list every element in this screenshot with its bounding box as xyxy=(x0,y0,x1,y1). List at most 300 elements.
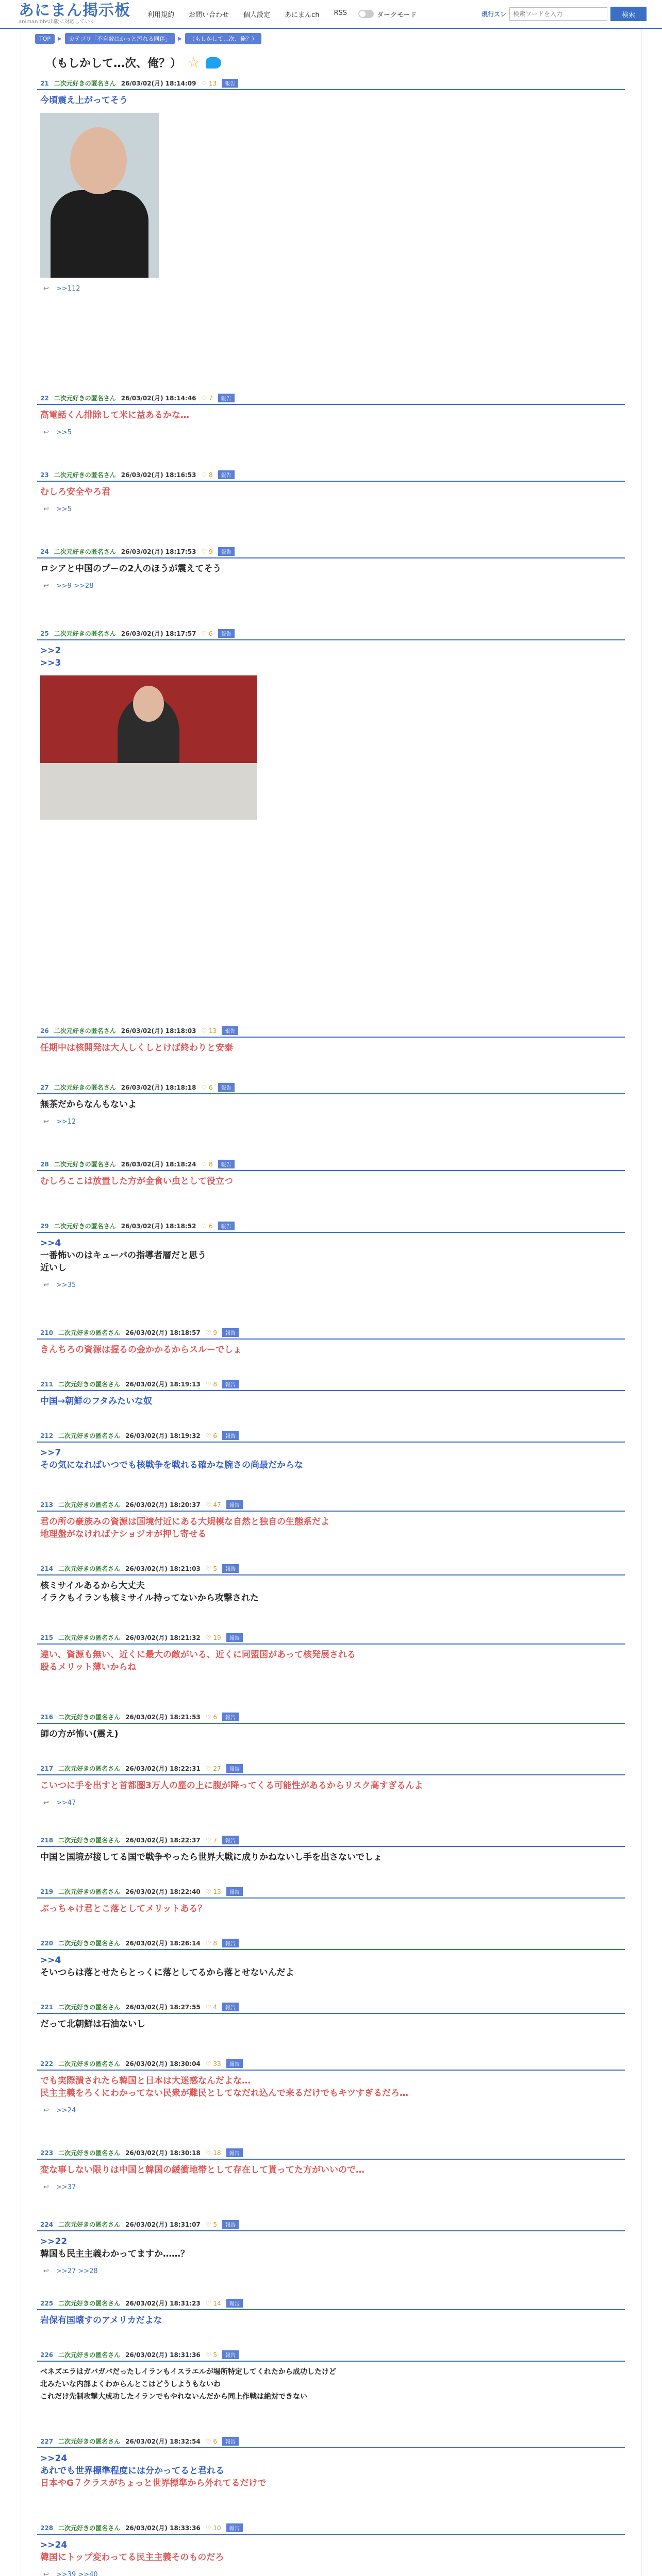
post-body xyxy=(37,1094,625,1111)
good-count: 8 xyxy=(209,1160,213,1168)
good-count: 6 xyxy=(213,1432,218,1439)
post-author: 二次元好きの匿名さん xyxy=(58,2221,121,2228)
good-count: 4 xyxy=(213,2003,218,2011)
post-number[interactable]: 26 xyxy=(40,1027,49,1035)
reply-links[interactable]: >>39 >>40 xyxy=(56,2571,98,2576)
good-count: 14 xyxy=(213,2299,221,2307)
good-count: 10 xyxy=(213,2524,221,2532)
post-author: 二次元好きの匿名さん xyxy=(54,1161,116,1168)
breadcrumb-thread[interactable]: （もしかして…次、俺？） xyxy=(185,33,261,44)
post-number[interactable]: 217 xyxy=(40,1765,54,1772)
post-date: 26/03/02(月) 18:22:37 xyxy=(125,1837,201,1844)
report-button[interactable]: 報告 xyxy=(226,2523,243,2532)
post-footer xyxy=(37,1274,625,1289)
report-button[interactable]: 報告 xyxy=(222,2437,239,2446)
post-footer xyxy=(37,278,625,293)
post-body xyxy=(37,1171,625,1188)
breadcrumb xyxy=(35,33,662,44)
good-icon[interactable]: ♡ 18 xyxy=(205,2149,221,2157)
post xyxy=(37,1023,625,1054)
reply-icon[interactable]: ↩ xyxy=(43,582,49,590)
report-button[interactable]: 報告 xyxy=(222,1026,238,1035)
post-number[interactable]: 224 xyxy=(40,2221,54,2228)
post-number[interactable]: 23 xyxy=(40,471,49,479)
good-icon[interactable]: ♡ 19 xyxy=(205,1634,221,1641)
reply-links[interactable]: >>12 xyxy=(56,1118,76,1126)
good-icon[interactable]: ♡ 13 xyxy=(201,79,217,87)
post-number[interactable]: 222 xyxy=(40,2060,54,2067)
favorite-star-icon[interactable]: ☆ xyxy=(188,55,200,71)
post-author: 二次元好きの匿名さん xyxy=(54,395,116,402)
reply-icon[interactable]: ↩ xyxy=(43,1281,49,1289)
post-author: 二次元好きの匿名さん xyxy=(54,1223,116,1230)
good-icon[interactable]: ♡ 9 xyxy=(201,548,213,555)
post xyxy=(37,1157,625,1188)
right-rule xyxy=(641,29,642,2576)
search-bar xyxy=(482,7,647,21)
twitter-share-icon[interactable] xyxy=(206,57,221,69)
reply-icon[interactable]: ↩ xyxy=(43,2107,49,2114)
nav-rss[interactable]: RSS xyxy=(334,9,347,17)
nav-contact[interactable]: お問い合わせ xyxy=(189,11,229,19)
post-text: 核ミサイルあるから大丈夫 xyxy=(40,1581,145,1591)
post-author: 二次元好きの匿名さん xyxy=(58,2060,121,2067)
post xyxy=(37,626,625,820)
post-author: 二次元好きの匿名さん xyxy=(58,1381,121,1388)
post-header xyxy=(37,1884,625,1899)
good-icon[interactable]: ♡ 6 xyxy=(205,2437,218,2445)
post-footer xyxy=(37,2099,625,2114)
nav-terms[interactable]: 利用規約 xyxy=(147,11,175,19)
post-author: 二次元好きの匿名さん xyxy=(58,1565,121,1572)
reply-icon[interactable]: ↩ xyxy=(43,505,49,513)
good-icon[interactable]: ♡ 5 xyxy=(205,2351,218,2359)
report-button[interactable]: 報告 xyxy=(222,2220,239,2229)
reply-icon[interactable]: ↩ xyxy=(43,2571,49,2576)
post-header xyxy=(37,626,625,640)
dark-mode-label: ダークモード xyxy=(376,11,417,19)
good-icon[interactable]: ♡ 13 xyxy=(205,1888,221,1895)
reply-links[interactable]: >>27 >>28 xyxy=(56,2267,98,2275)
report-button[interactable]: 報告 xyxy=(226,2148,243,2157)
post-date: 26/03/02(月) 18:26:14 xyxy=(125,1940,201,1947)
good-icon[interactable]: ♡ 6 xyxy=(201,1083,213,1091)
post-number[interactable]: 228 xyxy=(40,2524,54,2532)
thread-header xyxy=(45,55,662,71)
post-author: 二次元好きの匿名さん xyxy=(58,2004,121,2011)
post-text: 北みたいな内部よくわからんとこはどうしようもないわ xyxy=(40,2380,221,2388)
post-footer xyxy=(37,1792,625,1807)
good-count: 13 xyxy=(209,79,217,87)
post xyxy=(37,2296,625,2327)
post-text: 中国→朝鮮のフタみたいな奴 xyxy=(40,1396,153,1406)
good-icon[interactable]: ♡ 5 xyxy=(205,2221,218,2228)
post-body xyxy=(37,405,625,421)
post-number[interactable]: 21 xyxy=(40,79,49,87)
post-header xyxy=(37,1428,625,1443)
reply-links[interactable]: >>5 xyxy=(56,429,72,436)
post-date: 26/03/02(月) 18:22:40 xyxy=(125,1888,201,1895)
post-text: 任期中は核開発は大人しくしとけば終わりと安泰 xyxy=(40,1043,233,1053)
good-count: 7 xyxy=(209,394,213,402)
good-count: 9 xyxy=(209,548,213,555)
post-date: 26/03/02(月) 18:30:18 xyxy=(125,2149,201,2157)
post-text: そいつらは落とせたらとっくに落としてるから落とせないんだよ xyxy=(40,1968,294,1978)
logo-subtitle: animan bbs出版に対応していく xyxy=(19,19,95,25)
good-count: 9 xyxy=(213,1329,218,1336)
post-date: 26/03/02(月) 18:22:31 xyxy=(125,1765,201,1772)
post-text: これだけ先制攻撃大成功したイランでもやれないんだから同上作戦は絶対できない xyxy=(40,2393,307,2401)
nav-settings[interactable]: 個人設定 xyxy=(243,11,271,19)
post-header xyxy=(37,391,625,405)
reply-links[interactable]: >>9 >>28 xyxy=(56,582,94,590)
post-text: 今頃震え上がってそう xyxy=(40,95,128,106)
breadcrumb-top[interactable]: TOP xyxy=(35,34,55,44)
post-date: 26/03/02(月) 18:18:52 xyxy=(121,1223,196,1230)
report-button[interactable]: 報告 xyxy=(222,1380,239,1388)
post-number[interactable]: 212 xyxy=(40,1432,54,1439)
report-button[interactable]: 報告 xyxy=(226,1887,243,1896)
reply-anchor-link[interactable]: >>4 xyxy=(40,1955,61,1965)
good-icon[interactable]: ♡ 4 xyxy=(205,2003,218,2011)
post-author: 二次元好きの匿名さん xyxy=(58,1714,121,1721)
post-text: むしろ安全やろ君 xyxy=(40,487,110,497)
reply-anchor-link[interactable]: >>24 xyxy=(40,2540,68,2550)
image-shape xyxy=(51,190,148,278)
report-button[interactable]: 報告 xyxy=(226,1633,243,1642)
post-text: 変な事しない限りは中国と韓国の緩衝地帯として存在して貰ってた方がいいので… xyxy=(40,2165,365,2175)
good-icon[interactable]: ♡ 33 xyxy=(205,2060,221,2067)
post-body xyxy=(37,1443,625,1471)
post-text: 君の所の豪族みの資源は国境付近にある大規模な自然と独自の生態系だよ xyxy=(40,1517,329,1527)
post-number[interactable]: 220 xyxy=(40,1939,54,1947)
post-number[interactable]: 218 xyxy=(40,1836,54,1844)
post-body xyxy=(37,2535,625,2564)
good-icon[interactable]: ♡ 6 xyxy=(205,1713,218,1721)
post-body xyxy=(37,1645,625,1673)
post xyxy=(37,1080,625,1126)
good-icon[interactable]: ♡ 6 xyxy=(201,1222,213,1230)
post-image[interactable] xyxy=(40,113,159,278)
post-header xyxy=(37,1325,625,1340)
post-author: 二次元好きの匿名さん xyxy=(54,1084,116,1091)
search-scope[interactable]: 現行スレ xyxy=(481,10,506,18)
post-number[interactable]: 227 xyxy=(40,2437,54,2445)
post-number[interactable]: 226 xyxy=(40,2351,54,2359)
nav-animanch[interactable]: あにまんch xyxy=(285,11,320,19)
report-button[interactable]: 報告 xyxy=(222,1713,239,1721)
post-text: 一番怖いのはキューバの指導者層だと思う xyxy=(40,1250,207,1261)
post-text: だって北朝鮮は石油ないし xyxy=(40,2019,145,2029)
post-header xyxy=(37,2145,625,2160)
post xyxy=(37,2056,625,2114)
reply-links[interactable]: >>112 xyxy=(56,285,80,293)
site-logo[interactable] xyxy=(19,3,132,25)
good-count: 6 xyxy=(213,1713,218,1721)
report-button[interactable]: 報告 xyxy=(218,547,235,556)
post-text: 違い、資源も無い、近くに最大の敵がいる、近くに同盟国があって核発展される xyxy=(40,1650,356,1660)
post-body xyxy=(37,1847,625,1863)
post xyxy=(37,1377,625,1408)
reply-icon[interactable]: ↩ xyxy=(43,2183,49,2191)
report-button[interactable]: 報告 xyxy=(222,1939,239,1947)
post-header xyxy=(37,1023,625,1038)
image-shape xyxy=(70,127,127,194)
reply-links[interactable]: >>5 xyxy=(56,505,72,513)
good-icon[interactable]: ♡ 7 xyxy=(205,1836,218,1844)
breadcrumb-category[interactable]: カテゴリ「不自敵はかっと汚れる同伴」 xyxy=(65,33,175,44)
post-date: 26/03/02(月) 18:27:55 xyxy=(125,2004,201,2011)
post-date: 26/03/02(月) 18:18:57 xyxy=(125,1329,201,1336)
post-body xyxy=(37,2231,625,2260)
good-count: 6 xyxy=(209,630,213,637)
dark-mode-control xyxy=(358,9,417,19)
post-author: 二次元好きの匿名さん xyxy=(54,548,116,555)
chevron-right-icon: ▶ xyxy=(178,36,182,42)
post-date: 26/03/02(月) 18:21:32 xyxy=(125,1634,201,1641)
post-author: 二次元好きの匿名さん xyxy=(58,1432,121,1439)
report-button[interactable]: 報告 xyxy=(222,1431,239,1440)
reply-anchor-link[interactable]: >>7 xyxy=(40,1448,61,1458)
report-button[interactable]: 報告 xyxy=(218,1222,235,1230)
good-icon[interactable]: ♡ 8 xyxy=(201,471,213,479)
report-button[interactable]: 報告 xyxy=(222,1328,239,1337)
post-body xyxy=(37,1233,625,1274)
reply-links[interactable]: >>37 xyxy=(56,2183,76,2191)
dark-mode-toggle[interactable] xyxy=(358,10,374,18)
post-number[interactable]: 223 xyxy=(40,2149,54,2157)
report-button[interactable]: 報告 xyxy=(226,2059,243,2068)
good-count: 5 xyxy=(213,2221,218,2228)
good-icon[interactable]: ♡ 5 xyxy=(205,1565,218,1572)
post-footer xyxy=(37,1111,625,1126)
good-icon[interactable]: ♡ 9 xyxy=(205,1329,218,1336)
good-count: 7 xyxy=(213,1836,218,1844)
post-number[interactable]: 219 xyxy=(40,1888,54,1895)
post-header xyxy=(37,2217,625,2231)
post-text: ぶっちゃけ君とこ落としてメリットある？ xyxy=(40,1904,207,1914)
logo-title: あにまん掲示板 xyxy=(19,2,130,20)
post-text: その気になればいつでも核戦争を戦れる確かな腕さの尚最だからな xyxy=(40,1460,303,1470)
post-number[interactable]: 214 xyxy=(40,1565,54,1572)
image-shape xyxy=(133,686,164,722)
good-icon[interactable]: ♡ 47 xyxy=(205,1501,221,1509)
post-text: 民主主義をろくにわかってない民衆が難民としてなだれ込んで来るだけでもキツすぎるだろ… xyxy=(40,2088,408,2098)
report-button[interactable]: 報告 xyxy=(218,1083,235,1092)
post-date: 26/03/02(月) 18:18:03 xyxy=(121,1027,196,1035)
post-text: 中国と国境が接してる国で戦争やったら世界大戦に成りかねないし手を出さないでしょ xyxy=(40,1852,382,1862)
post-number[interactable]: 27 xyxy=(40,1083,49,1091)
reply-icon[interactable]: ↩ xyxy=(43,1799,49,1807)
post xyxy=(37,1630,625,1673)
post xyxy=(37,1325,625,1356)
post-text: 近いし xyxy=(40,1263,67,1273)
post-body xyxy=(37,2014,625,2030)
reply-links[interactable]: >>24 xyxy=(56,2107,76,2114)
post-author: 二次元好きの匿名さん xyxy=(58,1765,121,1772)
post-body xyxy=(37,2160,625,2176)
report-button[interactable]: 報告 xyxy=(226,1500,243,1509)
post-date: 26/03/02(月) 18:33:36 xyxy=(125,2524,201,2532)
reply-icon[interactable]: ↩ xyxy=(43,1118,49,1126)
post xyxy=(37,1833,625,1863)
post-body xyxy=(37,1340,625,1356)
reply-anchor-link[interactable]: >>3 xyxy=(40,658,61,668)
post-date: 26/03/02(月) 18:16:53 xyxy=(121,471,196,479)
reply-icon[interactable]: ↩ xyxy=(43,285,49,293)
post xyxy=(37,1218,625,1289)
post-date: 26/03/02(月) 18:17:57 xyxy=(121,630,196,637)
reply-links[interactable]: >>35 xyxy=(56,1281,76,1289)
good-icon[interactable]: ♡ 6 xyxy=(205,1432,218,1439)
post xyxy=(37,2347,625,2403)
reply-icon[interactable]: ↩ xyxy=(43,2267,49,2275)
post-number[interactable]: 213 xyxy=(40,1501,54,1509)
post-body xyxy=(37,558,625,575)
reply-anchor-link[interactable]: >>22 xyxy=(40,2236,68,2247)
post-text: 無茶だからなんもないよ xyxy=(40,1099,137,1110)
post-image[interactable] xyxy=(40,675,257,820)
post-body xyxy=(37,1575,625,1604)
post-author: 二次元好きの匿名さん xyxy=(58,2438,121,2445)
post-number[interactable]: 215 xyxy=(40,1634,54,1641)
good-count: 6 xyxy=(209,1222,213,1230)
post-date: 26/03/02(月) 18:30:04 xyxy=(125,2060,201,2067)
post-date: 26/03/02(月) 18:31:07 xyxy=(125,2221,201,2228)
report-button[interactable]: 報告 xyxy=(222,2003,239,2011)
post-text: 日本やG７クラスがちょっと世界標準から外れてるだけで xyxy=(40,2478,267,2488)
good-count: 19 xyxy=(213,1634,221,1641)
report-button[interactable]: 報告 xyxy=(218,1160,235,1168)
post-date: 26/03/02(月) 18:19:32 xyxy=(125,1432,201,1439)
post-author: 二次元好きの匿名さん xyxy=(58,1634,121,1641)
good-icon[interactable]: ♡ 7 xyxy=(201,394,213,402)
post-text: きんちろの資源は握るの金かかるからスルーでしょ xyxy=(40,1345,242,1355)
good-count: 8 xyxy=(213,1380,218,1388)
report-button[interactable]: 報告 xyxy=(222,79,238,88)
post xyxy=(37,2217,625,2275)
post xyxy=(37,1561,625,1604)
report-button[interactable]: 報告 xyxy=(222,1564,239,1573)
good-icon[interactable]: ♡ 6 xyxy=(201,630,213,637)
report-button[interactable]: 報告 xyxy=(226,1764,243,1773)
good-icon[interactable]: ♡ 10 xyxy=(205,2524,221,2532)
report-button[interactable]: 報告 xyxy=(222,1836,239,1844)
post-author: 二次元好きの匿名さん xyxy=(58,1329,121,1336)
good-count: 33 xyxy=(213,2060,221,2067)
post-header xyxy=(37,2434,625,2448)
reply-anchor-link[interactable]: >>2 xyxy=(40,646,61,656)
report-button[interactable]: 報告 xyxy=(218,629,235,638)
post-author: 二次元好きの匿名さん xyxy=(58,2149,121,2157)
post-number[interactable]: 221 xyxy=(40,2003,54,2011)
search-button[interactable]: 検索 xyxy=(610,7,647,21)
post-text: でも実際潰されたら韓国と日本は大迷惑なんだよな… xyxy=(40,2076,251,2086)
post-number[interactable]: 210 xyxy=(40,1329,54,1336)
good-icon[interactable]: ♡ 14 xyxy=(205,2299,221,2307)
post-date: 26/03/02(月) 18:19:13 xyxy=(125,1381,201,1388)
good-icon[interactable]: ♡ 8 xyxy=(205,1380,218,1388)
post-header xyxy=(37,467,625,482)
post-number[interactable]: 225 xyxy=(40,2299,54,2307)
report-button[interactable]: 報告 xyxy=(226,2299,243,2308)
good-icon[interactable]: ♡ 8 xyxy=(201,1160,213,1168)
post-date: 26/03/02(月) 18:32:54 xyxy=(125,2438,201,2445)
post-header xyxy=(37,1709,625,1724)
post-number[interactable]: 211 xyxy=(40,1380,54,1388)
reply-icon[interactable]: ↩ xyxy=(43,429,49,436)
post-body xyxy=(37,1391,625,1408)
post-number[interactable]: 25 xyxy=(40,630,49,637)
post-header xyxy=(37,1497,625,1512)
post-author: 二次元好きの匿名さん xyxy=(54,471,116,479)
post xyxy=(37,1936,625,1979)
post-author: 二次元好きの匿名さん xyxy=(58,1501,121,1509)
post-header xyxy=(37,1377,625,1391)
post-date: 26/03/02(月) 18:14:09 xyxy=(121,80,196,87)
post-number[interactable]: 29 xyxy=(40,1222,49,1230)
good-icon[interactable]: ♡ 27 xyxy=(205,1765,221,1772)
post-text: 韓国も民主主義わかってますか……？ xyxy=(40,2249,189,2259)
post xyxy=(37,1999,625,2030)
good-count: 13 xyxy=(213,1888,221,1895)
post xyxy=(37,2145,625,2191)
post-body xyxy=(37,90,625,107)
post-number[interactable]: 22 xyxy=(40,394,49,402)
post-text: 殴るメリット薄いからね xyxy=(40,1662,137,1672)
post xyxy=(37,1709,625,1740)
post-body xyxy=(37,1512,625,1540)
chevron-right-icon: ▶ xyxy=(58,36,62,42)
reply-anchor-link[interactable]: >>4 xyxy=(40,1238,61,1248)
post-body xyxy=(37,1775,625,1792)
post-author: 二次元好きの匿名さん xyxy=(58,1888,121,1895)
good-icon[interactable]: ♡ 13 xyxy=(201,1027,217,1035)
post-text: 高電話くん排除して米に益あるかな… xyxy=(40,410,189,420)
post-body xyxy=(37,640,625,669)
post-footer xyxy=(37,2260,625,2275)
report-button[interactable]: 報告 xyxy=(222,2350,239,2359)
post-header xyxy=(37,1833,625,1847)
post-author: 二次元好きの匿名さん xyxy=(58,2300,121,2307)
post xyxy=(37,2434,625,2489)
post-footer xyxy=(37,421,625,436)
post xyxy=(37,391,625,436)
good-count: 8 xyxy=(209,471,213,479)
reply-links[interactable]: >>47 xyxy=(56,1799,76,1807)
post-number[interactable]: 24 xyxy=(40,548,49,555)
report-button[interactable]: 報告 xyxy=(218,394,235,402)
good-count: 5 xyxy=(213,2351,218,2359)
post-footer xyxy=(37,575,625,590)
post-list xyxy=(37,76,625,2576)
good-icon[interactable]: ♡ 8 xyxy=(205,1939,218,1947)
post-number[interactable]: 216 xyxy=(40,1713,54,1721)
post-footer xyxy=(37,2564,625,2576)
reply-anchor-link[interactable]: >>24 xyxy=(40,2453,68,2464)
post-body xyxy=(37,2362,625,2403)
post-body xyxy=(37,2071,625,2099)
post-date: 26/03/02(月) 18:20:37 xyxy=(125,1501,201,1509)
report-button[interactable]: 報告 xyxy=(218,470,235,479)
post-header xyxy=(37,1561,625,1575)
post-body xyxy=(37,1724,625,1740)
post-number[interactable]: 28 xyxy=(40,1160,49,1168)
post-author: 二次元好きの匿名さん xyxy=(58,1837,121,1844)
site-header xyxy=(0,0,662,29)
search-input[interactable] xyxy=(509,7,607,21)
post-header xyxy=(37,1936,625,1950)
